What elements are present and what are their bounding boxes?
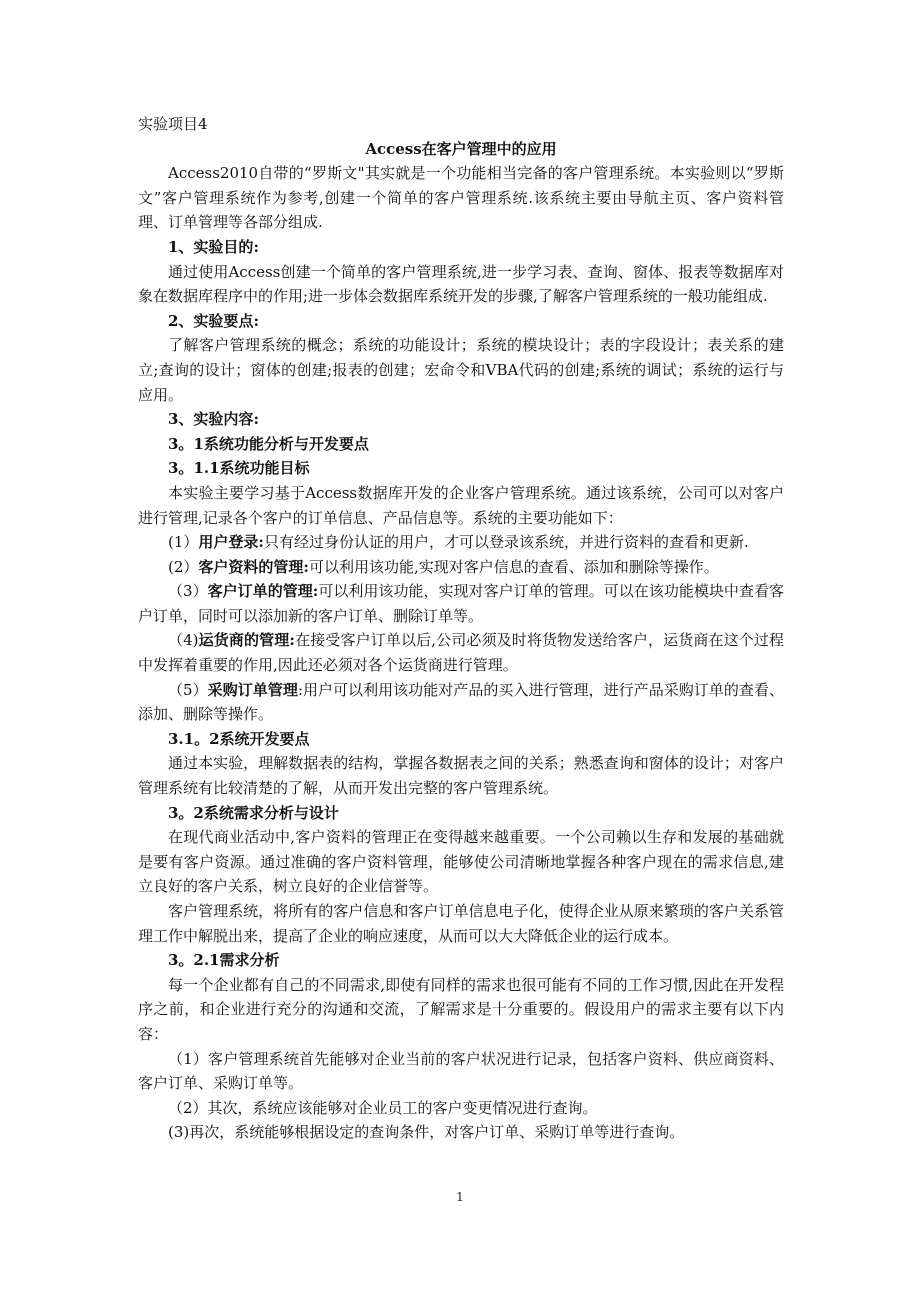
list-item: (1）用户登录:只有经过身份认证的用户，才可以登录该系统，并进行资料的查看和更新. bbox=[168, 533, 749, 552]
list-item: （3）客户订单的管理:可以利用该功能，实现对客户订单的管理。可以在该功能模块中查看客户订单，同时可以添加新的客户订单、删除订单等。 bbox=[138, 582, 784, 625]
section-3-2-1-text: 每一个企业都有自己的不同需求,即使有同样的需求也很可能有不同的工作习惯,因此在开发程序之前，和企业进行充分的沟通和交流，了解需求是十分重要的。假设用户的需求主要有以下内容： bbox=[138, 975, 784, 1043]
list-item-label: 用户登录: bbox=[198, 533, 264, 552]
section-3-1-1-heading: 3。1.1系统功能目标 bbox=[168, 459, 310, 478]
section-3-1-1-text: 本实验主要学习基于Access数据库开发的企业客户管理系统。通过该系统，公司可以对客户进行管理,记录各个客户的订单信息、产品信息等。系统的主要功能如下： bbox=[138, 483, 784, 527]
list-item-label: 采购订单管理 bbox=[207, 680, 298, 699]
section-3-1-2-text: 通过本实验，理解数据表的结构，掌握各数据表之间的关系；熟悉查询和窗体的设计；对客户管理系统有比较清楚的了解，从而开发出完整的客户管理系统。 bbox=[138, 754, 784, 798]
section-2-heading: 2、实验要点: bbox=[168, 311, 259, 330]
section-1-heading: 1、实验目的: bbox=[168, 237, 259, 256]
document-title: Access在客户管理中的应用 bbox=[365, 139, 557, 158]
section-3-1-heading: 3。1系统功能分析与开发要点 bbox=[168, 434, 369, 453]
section-3-2-1-heading: 3。2.1需求分析 bbox=[168, 951, 280, 970]
section-1-text: 通过使用Access创建一个简单的客户管理系统,进一步学习表、查询、窗体、报表等数据库对象在数据库程序中的作用;进一步体会数据库系统开发的步骤,了解客户管理系统的一般功能组成. bbox=[138, 262, 784, 306]
section-2-text: 了解客户管理系统的概念；系统的功能设计；系统的模块设计；表的字段设计；表关系的建立;查询的设计；窗体的创建;报表的创建；宏命令和VBA代码的创建;系统的调试；系统的运行与应用。 bbox=[138, 336, 784, 404]
list-item-label: 运货商的管理: bbox=[198, 631, 295, 650]
project-label: 实验项目4 bbox=[138, 115, 208, 133]
page-number: 1 bbox=[456, 1190, 464, 1204]
requirement-item: （2）其次，系统应该能够对企业员工的客户变更情况进行查询。 bbox=[168, 1098, 598, 1117]
section-3-2-text-2: 客户管理系统，将所有的客户信息和客户订单信息电子化，使得企业从原来繁琐的客户关系管理工作中解脱出来，提高了企业的响应速度，从而可以大大降低企业的运行成本。 bbox=[138, 902, 784, 945]
section-3-heading: 3、实验内容: bbox=[168, 410, 259, 429]
section-3-1-2-heading: 3.1。2系统开发要点 bbox=[168, 729, 310, 748]
intro-paragraph: Access2010自带的“罗斯文"其实就是一个功能相当完备的客户管理系统。本实验则以“罗斯文”客户管理系统作为参考,创建一个简单的客户管理系统.该系统主要由导航主页、客户资料管理、订单管理等各部分组成. bbox=[138, 164, 784, 232]
list-item: （5）采购订单管理:用户可以利用该功能对产品的买入进行管理，进行产品采购订单的查看、添加、删除等操作。 bbox=[138, 680, 784, 724]
list-item-label: 客户资料的管理: bbox=[198, 557, 309, 576]
section-3-2-text-1: 在现代商业活动中,客户资料的管理正在变得越来越重要。一个公司赖以生存和发展的基础就是要有客户资源。通过准确的客户资料管理，能够使公司清晰地掌握各种客户现在的需求信息,建立良好的客户关系，树立良好的企业信誉等。 bbox=[138, 828, 784, 896]
list-item-label: 客户订单的管理: bbox=[207, 582, 319, 601]
list-item: (2）客户资料的管理:可以利用该功能,实现对客户信息的查看、添加和删除等操作。 bbox=[168, 557, 719, 576]
section-3-2-heading: 3。2系统需求分析与设计 bbox=[168, 803, 339, 822]
document-page bbox=[138, 112, 784, 1145]
requirement-item: （1）客户管理系统首先能够对企业当前的客户状况进行记录，包括客户资料、供应商资料、客户订单、采购订单等。 bbox=[138, 1049, 784, 1093]
requirement-item: (3)再次，系统能够根据设定的查询条件，对客户订单、采购订单等进行查询。 bbox=[168, 1123, 685, 1142]
list-item: （4)运货商的管理:在接受客户订单以后,公司必须及时将货物发送给客户，运货商在这个过程中发挥着重要的作用,因此还必须对各个运货商进行管理。 bbox=[138, 631, 784, 675]
